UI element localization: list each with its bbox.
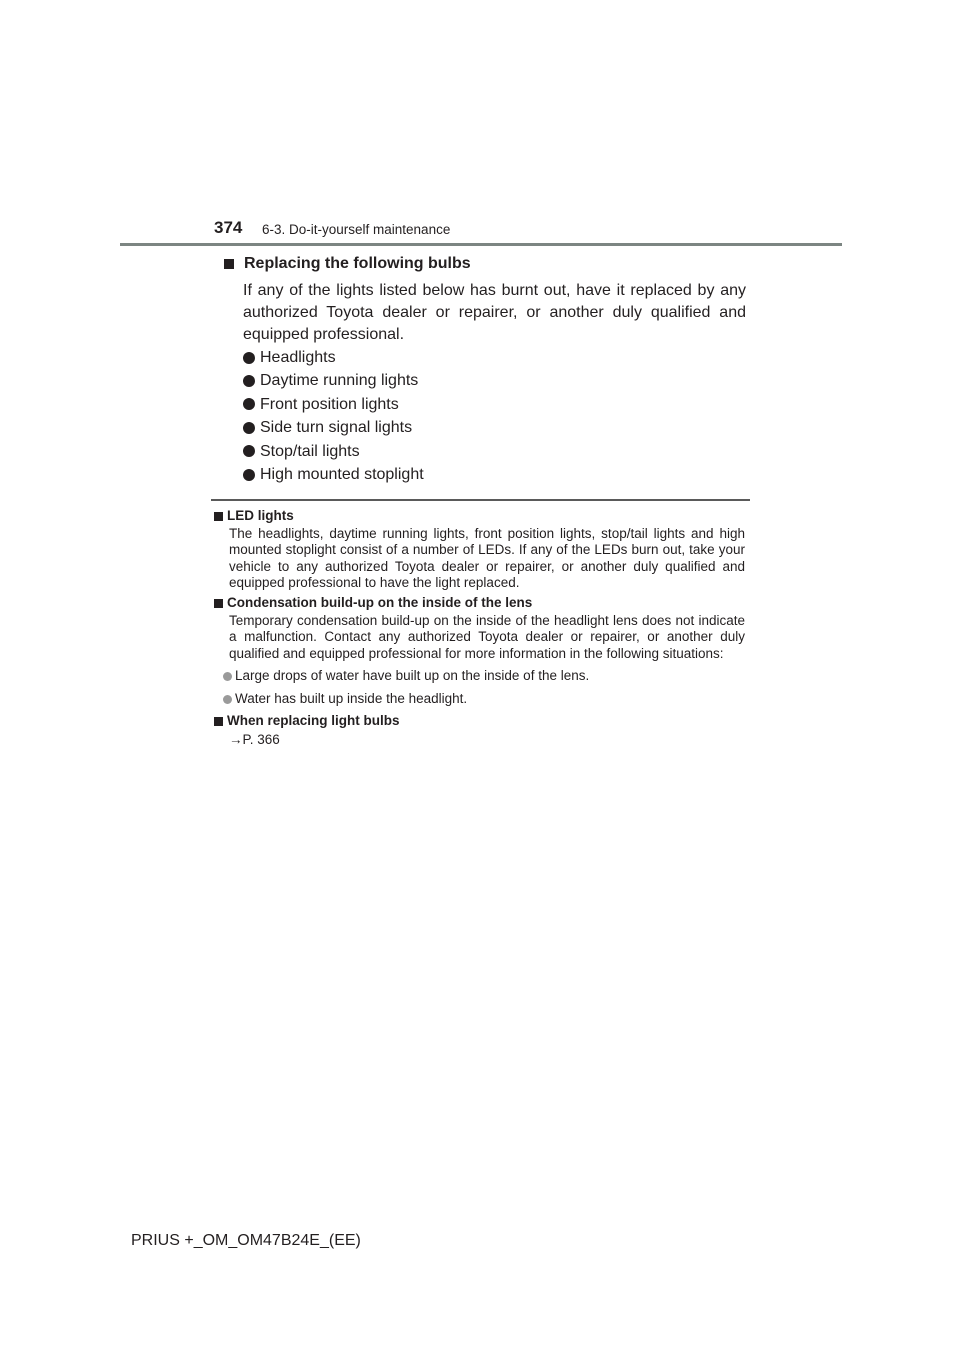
bullet-dot-icon <box>243 469 255 481</box>
square-bullet-icon <box>224 259 234 269</box>
section-title: 6-3. Do-it-yourself maintenance <box>262 222 451 237</box>
bullet-dot-icon <box>243 375 255 387</box>
header-rule <box>120 243 842 246</box>
note-text-led: The headlights, daytime running lights, front position lights, stop/tail lights and high mounted stoplight consist of a number of LEDs. If any of the LEDs burn out, take your vehicle to any authorized Toyota dealer or repairer, or another duly qualified and equipped professional to have the light replaced. <box>229 526 745 590</box>
list-item <box>243 369 746 392</box>
bullet-dot-icon <box>243 445 255 457</box>
list-item <box>243 346 746 369</box>
main-section <box>224 253 746 486</box>
main-heading <box>224 253 746 275</box>
note-heading-text: LED lights <box>227 508 294 523</box>
list-item <box>243 393 746 416</box>
notes-divider <box>211 499 750 501</box>
square-bullet-icon <box>214 512 223 521</box>
bullet-dot-icon <box>243 422 255 434</box>
note-heading-text: When replacing light bulbs <box>227 713 400 729</box>
list-item-label: Stop/tail lights <box>260 442 360 460</box>
bullet-dot-icon <box>223 672 232 681</box>
bullet-dot-icon <box>223 695 232 704</box>
list-item-label: Front position lights <box>260 395 399 413</box>
document-code: PRIUS +_OM_OM47B24E_(EE) <box>131 1232 361 1249</box>
note-bullet-text: Water has built up inside the headlight. <box>235 691 468 707</box>
note-heading-text: Condensation build-up on the inside of the lens <box>227 595 533 611</box>
page-reference-link[interactable]: →P. 366 <box>229 732 280 748</box>
square-bullet-icon <box>214 717 223 726</box>
note-bullet-text: Large drops of water have built up on the inside of the lens. <box>235 668 590 684</box>
note-heading-led <box>211 507 745 525</box>
page-number: 374 <box>214 218 243 237</box>
list-item <box>243 463 746 486</box>
bullet-dot-icon <box>243 352 255 364</box>
list-item-label: High mounted stoplight <box>260 465 424 483</box>
note-bullet <box>223 690 745 708</box>
list-item <box>243 440 746 463</box>
main-heading-text: Replacing the following bulbs <box>244 255 471 272</box>
bullet-dot-icon <box>243 398 255 410</box>
notes-section <box>211 507 745 748</box>
note-heading-replacing <box>211 712 745 730</box>
list-item-label: Side turn signal lights <box>260 419 413 437</box>
list-item-label: Daytime running lights <box>260 372 419 390</box>
note-heading-condensation <box>211 594 745 612</box>
list-item <box>243 416 746 439</box>
list-item-label: Headlights <box>260 349 336 366</box>
square-bullet-icon <box>214 599 223 608</box>
note-text-condensation: Temporary condensation build-up on the inside of the headlight lens does not indicate a malfunction. Contact any authorized Toyota dealer or repairer, or another duly qualified and equipped professional for more information in the following situations: <box>229 613 745 661</box>
note-bullet <box>223 667 745 685</box>
bulb-list <box>243 346 746 486</box>
main-paragraph: If any of the lights listed below has burnt out, have it replaced by any authorized Toyota dealer or repairer, or another duly qualified and equipped professional. <box>243 282 746 343</box>
